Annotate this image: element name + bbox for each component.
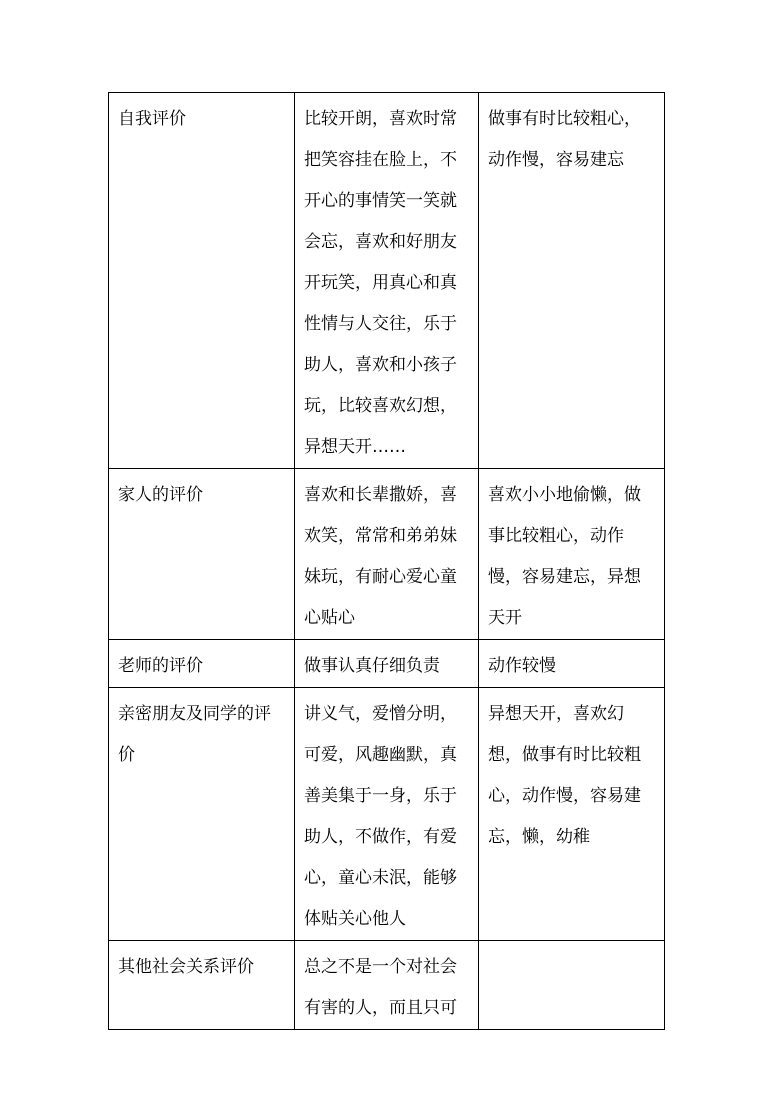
- evaluation-table: [108, 92, 665, 1030]
- table-row: [109, 640, 665, 688]
- category-cell: [109, 941, 295, 1030]
- table-row: [109, 93, 665, 469]
- table-row: [109, 469, 665, 640]
- weaknesses-text: 喜欢小小地偷懒，做事比较粗心，动作慢，容易建忘，异想天开: [488, 485, 641, 628]
- strengths-text: 总之不是一个对社会有害的人，而且只可: [304, 957, 457, 1018]
- weaknesses-text: 异想天开，喜欢幻想，做事有时比较粗心，动作慢，容易建忘，懒，幼稚: [488, 704, 641, 847]
- strengths-cell: [295, 640, 479, 688]
- weaknesses-cell: [479, 941, 665, 1030]
- strengths-cell: [295, 941, 479, 1030]
- weaknesses-cell: [479, 469, 665, 640]
- category-text: 老师的评价: [118, 656, 203, 676]
- category-cell: [109, 93, 295, 469]
- category-cell: [109, 469, 295, 640]
- strengths-cell: [295, 688, 479, 941]
- category-cell: [109, 640, 295, 688]
- table-row: [109, 941, 665, 1030]
- weaknesses-cell: [479, 640, 665, 688]
- table-row: [109, 688, 665, 941]
- category-text: 家人的评价: [118, 485, 203, 505]
- category-text: 自我评价: [118, 109, 186, 129]
- strengths-text: 喜欢和长辈撒娇，喜欢笑，常常和弟弟妹妹玩，有耐心爱心童心贴心: [304, 485, 457, 628]
- category-cell: [109, 688, 295, 941]
- weaknesses-text: 动作较慢: [488, 656, 556, 676]
- weaknesses-cell: [479, 93, 665, 469]
- strengths-text: 讲义气，爱憎分明，可爱，风趣幽默，真善美集于一身，乐于助人，不做作，有爱心，童心未泯，能够体贴关心他人: [304, 704, 457, 929]
- weaknesses-cell: [479, 688, 665, 941]
- category-text: 亲密朋友及同学的评价: [118, 704, 271, 765]
- strengths-text: 做事认真仔细负责: [304, 656, 440, 676]
- strengths-cell: [295, 469, 479, 640]
- strengths-text: 比较开朗，喜欢时常把笑容挂在脸上，不开心的事情笑一笑就会忘，喜欢和好朋友开玩笑，用真心和真性情与人交往，乐于助人，喜欢和小孩子玩，比较喜欢幻想，异想天开……: [304, 109, 457, 457]
- category-text: 其他社会关系评价: [118, 957, 254, 977]
- weaknesses-text: 做事有时比较粗心，动作慢，容易建忘: [488, 109, 641, 170]
- strengths-cell: [295, 93, 479, 469]
